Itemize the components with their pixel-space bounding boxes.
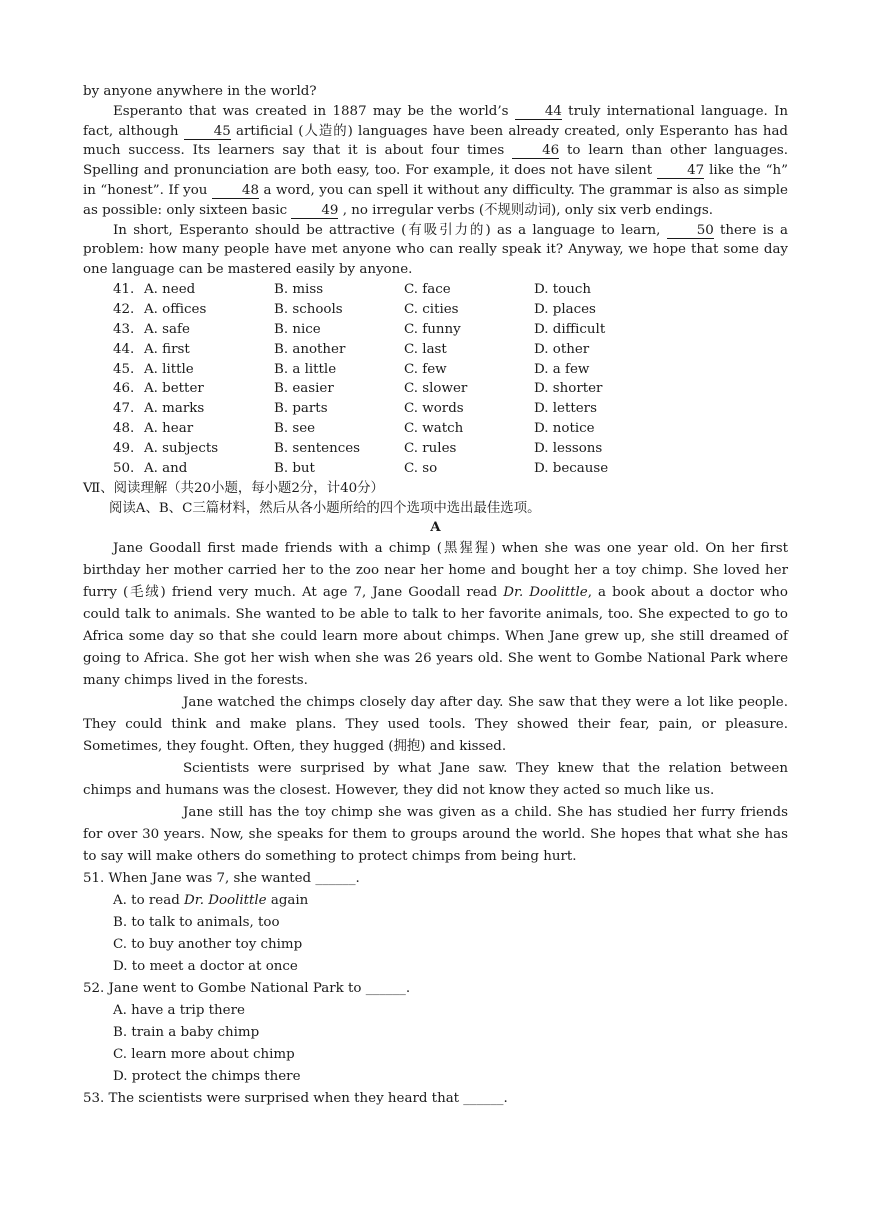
option-number: 49.	[113, 441, 135, 457]
option-b: B. another	[274, 341, 346, 357]
option-c: C. funny	[404, 321, 461, 337]
blank-47: 47	[657, 163, 704, 179]
passage-paragraph-3: Scientists were surprised by what Jane saw. They knew that the relation between chimps and humans was the closest. However, they did not know they acted so much like us.	[83, 761, 788, 799]
question-52-option-d: D. protect the chimps there	[113, 1069, 301, 1085]
option-a: A. better	[144, 381, 204, 397]
option-c: C. watch	[404, 421, 464, 437]
option-d: D. touch	[534, 281, 591, 297]
cloze-text: there is a problem: how many people have met anyone who can really speak it? Anyway, we hope that some day one language can be mastered easily by anyone.	[83, 222, 788, 278]
option-c: C. rules	[404, 441, 457, 457]
option-number: 41.	[113, 281, 135, 297]
cloze-text: artificial (人造的) languages have been already created, only Esperanto has had much success. Its learners say that it is about four times	[83, 123, 788, 159]
option-d: D. notice	[534, 421, 595, 437]
book-title: Dr. Doolittle	[184, 893, 267, 909]
option-number: 43.	[113, 321, 135, 337]
cloze-text: a word, you can spell it without any difficulty. The grammar is also as simple as possible: only sixteen basic	[83, 182, 788, 218]
option-row	[113, 439, 788, 459]
option-number: 48.	[113, 421, 135, 437]
passage-title: A	[430, 519, 441, 536]
cloze-text: like the “h” in “honest”. If you	[83, 163, 788, 198]
book-title: Dr. Doolittle	[503, 585, 588, 601]
option-b: B. miss	[274, 281, 324, 297]
option-c: C. last	[404, 341, 447, 357]
option-c: C. face	[404, 281, 451, 297]
passage-paragraph-4: Jane still has the toy chimp she was given as a child. She has studied her furry friends for over 30 years. Now, she speaks for them to groups around the world. She hopes that what she has to say will make others do something to protect chimps from being hurt.	[83, 805, 788, 865]
option-text: A. to read	[113, 893, 185, 909]
option-number: 46.	[113, 381, 135, 397]
option-b: B. but	[274, 460, 315, 476]
passage-text: , a book about a doctor who could talk to animals. She wanted to be able to talk to her favorite animals, too. She expected to go to Africa some day so that she could learn more about chimps. When Jane grew up, she still dreamed of going to Africa. She got her wish when she was 26 years old. She went to Gombe National Park where many chimps lived in the forests.	[83, 585, 788, 689]
option-text: again	[266, 893, 309, 909]
option-a: A. offices	[144, 301, 207, 317]
question-51-option-c: C. to buy another toy chimp	[113, 937, 303, 953]
option-row	[113, 340, 788, 360]
blank-48: 48	[212, 183, 259, 199]
question-52-option-b: B. train a baby chimp	[113, 1025, 260, 1041]
question-53: 53. The scientists were surprised when they heard that ______.	[83, 1091, 508, 1107]
question-51: 51. When Jane was 7, she wanted ______.	[83, 871, 360, 887]
option-number: 42.	[113, 301, 135, 317]
option-number: 45.	[113, 361, 135, 377]
cloze-text: to learn than other languages. Spelling and pronunciation are both easy, too. For example, it does not have silent	[83, 143, 788, 179]
option-c: C. so	[404, 460, 438, 476]
blank-46: 46	[512, 143, 559, 159]
passage-paragraph-2: Jane watched the chimps closely day after day. She saw that they were a lot like people. They could think and make plans. They used tools. They showed their fear, pain, or pleasure. Sometimes, they fought. Often, they hugged (拥抱) and kissed.	[83, 695, 788, 755]
option-d: D. other	[534, 341, 590, 357]
cloze-text: truly international language. In fact, although	[83, 103, 788, 139]
option-b: B. nice	[274, 321, 321, 337]
option-row	[113, 300, 788, 320]
question-52-option-a: A. have a trip there	[113, 1003, 245, 1019]
blank-50: 50	[667, 223, 714, 239]
option-c: C. slower	[404, 381, 468, 397]
blank-44: 44	[515, 104, 562, 120]
option-d: D. lessons	[534, 441, 603, 457]
option-d: D. difficult	[534, 321, 606, 337]
passage-paragraph-1	[83, 538, 788, 692]
option-d: D. a few	[534, 361, 590, 377]
passage-text: Jane Goodall first made friends with a chimp (黑猩猩) when she was one year old. On her first birthday her mother carried her to the zoo near her home and bought her a toy chimp. She loved her furry (毛绒) friend very much. At age 7, Jane Goodall read	[83, 541, 788, 601]
cloze-paragraph-2	[83, 221, 788, 280]
option-row	[113, 419, 788, 439]
option-a: A. need	[144, 281, 196, 297]
option-row	[113, 320, 788, 340]
option-a: A. first	[144, 341, 190, 357]
question-52: 52. Jane went to Gombe National Park to ______.	[83, 981, 411, 997]
option-a: A. safe	[144, 321, 190, 337]
option-b: B. parts	[274, 401, 328, 417]
section-heading: Ⅶ、阅读理解（共20小题，每小题2分，计40分）	[83, 480, 384, 496]
question-51-option-d: D. to meet a doctor at once	[113, 959, 298, 975]
blank-49: 49	[291, 203, 338, 219]
cloze-text: In short, Esperanto should be attractive (有吸引力的) as a language to learn,	[113, 222, 667, 238]
option-row	[113, 399, 788, 419]
option-a: A. subjects	[144, 441, 219, 457]
option-d: D. letters	[534, 401, 597, 417]
cloze-text: , no irregular verbs (不规则动词), only six verb endings.	[338, 202, 713, 218]
option-b: B. sentences	[274, 441, 360, 457]
option-a: A. marks	[144, 401, 205, 417]
option-row	[113, 379, 788, 399]
blank-45: 45	[184, 124, 231, 140]
question-51-option-a	[113, 890, 788, 912]
option-c: C. cities	[404, 301, 459, 317]
option-a: A. little	[144, 361, 194, 377]
option-d: D. because	[534, 460, 609, 476]
option-c: C. few	[404, 361, 447, 377]
question-51-option-b: B. to talk to animals, too	[113, 915, 280, 931]
option-a: A. and	[144, 460, 188, 476]
question-52-option-c: C. learn more about chimp	[113, 1047, 295, 1063]
option-b: B. see	[274, 421, 316, 437]
option-d: D. shorter	[534, 381, 603, 397]
option-row	[113, 280, 788, 300]
option-number: 47.	[113, 401, 135, 417]
option-a: A. hear	[144, 421, 194, 437]
option-b: B. schools	[274, 301, 343, 317]
document-page	[83, 82, 788, 1110]
option-number: 44.	[113, 341, 135, 357]
cloze-paragraph-1	[83, 102, 788, 221]
option-number: 50.	[113, 460, 135, 476]
option-b: B. a little	[274, 361, 337, 377]
section-instruction: 阅读A、B、C三篇材料，然后从各小题所给的四个选项中选出最佳选项。	[109, 500, 541, 516]
option-b: B. easier	[274, 381, 334, 397]
option-row	[113, 459, 788, 479]
option-c: C. words	[404, 401, 464, 417]
cloze-text: Esperanto that was created in 1887 may be the world’s	[113, 103, 515, 119]
cloze-line-start: by anyone anywhere in the world?	[83, 84, 317, 99]
cloze-options	[113, 280, 788, 479]
option-row	[113, 360, 788, 380]
option-d: D. places	[534, 301, 596, 317]
